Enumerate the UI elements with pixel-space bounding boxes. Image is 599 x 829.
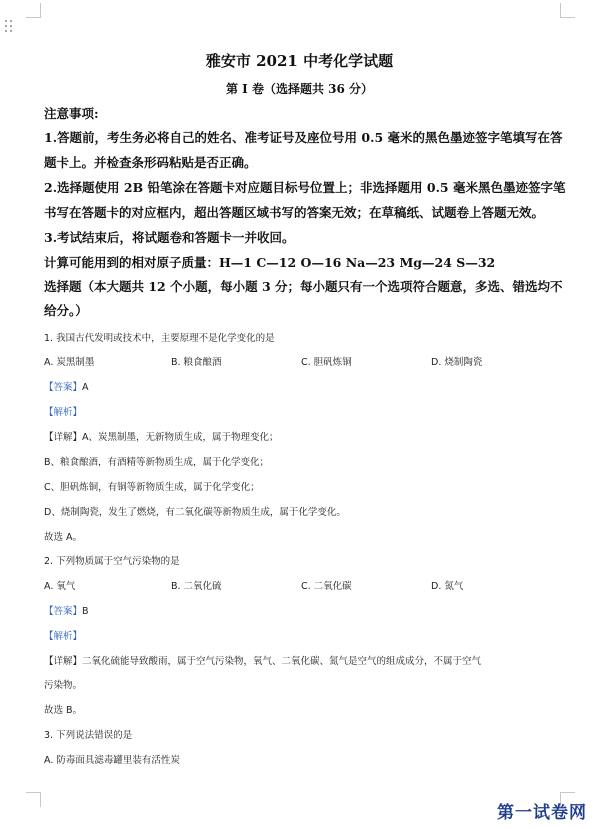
question-3-stem: 3. 下列说法错误的是 [44,730,133,741]
question-1-option-b: B. 粮食酿酒 [171,357,222,368]
section-heading-line-1: 选择题（本大题共 12 个小题，每小题 3 分；每小题只有一个选项符合题意，多选、错选均不 [44,279,563,294]
question-3-option-a: A. 防毒面具滤毒罐里装有活性炭 [44,755,180,766]
question-1-detail-a: 【详解】A、炭黑制墨，无新物质生成，属于物理变化； [44,432,279,443]
answer-tag: 【答案】 [44,382,83,393]
answer-value: B [82,606,89,617]
question-2-analysis-tag: 【解析】 [44,631,83,642]
detail-tag: 【详解】 [44,432,83,443]
crop-mark-top-right [560,3,575,18]
question-1-analysis-tag: 【解析】 [44,407,83,418]
detail-tag: 【详解】 [44,656,83,667]
question-2-option-d: D. 氮气 [431,581,464,592]
site-watermark: 第一试卷网 [497,803,587,823]
notice-item-1-line-1: 1.答题前，考生务必将自己的姓名、准考证号及座位号用 0.5 毫米的黑色墨迹签字笔填写在答 [44,130,563,145]
question-1-detail-b: B、粮食酿酒，有酒精等新物质生成，属于化学变化； [44,457,270,468]
answer-value: A [82,382,89,393]
page-subtitle: 第 I 卷（选择题共 36 分） [225,82,374,96]
atomic-masses: 计算可能用到的相对原子质量：H—1 C—12 O—16 Na—23 Mg—24 S—32 [44,255,496,270]
question-1-conclusion: 故选 A。 [44,532,83,543]
crop-mark-top-left [26,3,41,18]
question-2-option-c: C. 二氧化碳 [301,581,352,592]
drag-handle-icon[interactable] [5,20,15,36]
question-1-answer [44,379,89,393]
question-2-stem: 2. 下列物质属于空气污染物的是 [44,556,180,567]
question-2-answer [44,603,89,617]
question-1-option-a: A. 炭黑制墨 [44,357,95,368]
notice-item-2-line-2: 书写在答题卡的对应框内，超出答题区域书写的答案无效；在草稿纸、试题卷上答题无效。 [44,205,545,220]
question-2-detail-line-1: 【详解】二氧化硫能导致酸雨，属于空气污染物，氧气、二氧化碳、氮气是空气的组成成分，不属于空气 [44,656,482,667]
question-1-detail-d: D、烧制陶瓷，发生了燃烧，有二氧化碳等新物质生成，属于化学变化。 [44,507,346,518]
question-1-detail-c: C、胆矾炼铜，有铜等新物质生成，属于化学变化； [44,482,260,493]
question-1-option-d: D. 烧制陶瓷 [431,357,483,368]
page-title: 雅安市 2021 中考化学试题 [205,52,394,70]
question-2-conclusion: 故选 B。 [44,705,83,716]
notice-item-1-line-2: 题卡上。并检查条形码粘贴是否正确。 [44,155,257,170]
question-1-option-c: C. 胆矾炼铜 [301,357,352,368]
question-1-stem: 1. 我国古代发明或技术中，主要原理不是化学变化的是 [44,333,275,344]
question-2-option-b: B. 二氧化硫 [171,581,222,592]
section-heading-line-2: 给分。） [44,303,88,318]
answer-tag: 【答案】 [44,606,83,617]
notice-item-2-line-1: 2.选择题使用 2B 铅笔涂在答题卡对应题目标号位置上；非选择题用 0.5 毫米黑色墨迹签字笔 [44,180,566,195]
notice-heading: 注意事项: [44,106,99,121]
crop-mark-bottom-left [26,792,41,807]
question-2-detail-line-2: 污染物。 [44,680,83,691]
question-2-option-a: A. 氧气 [44,581,76,592]
notice-item-3: 3.考试结束后，将试题卷和答题卡一并收回。 [44,230,295,245]
